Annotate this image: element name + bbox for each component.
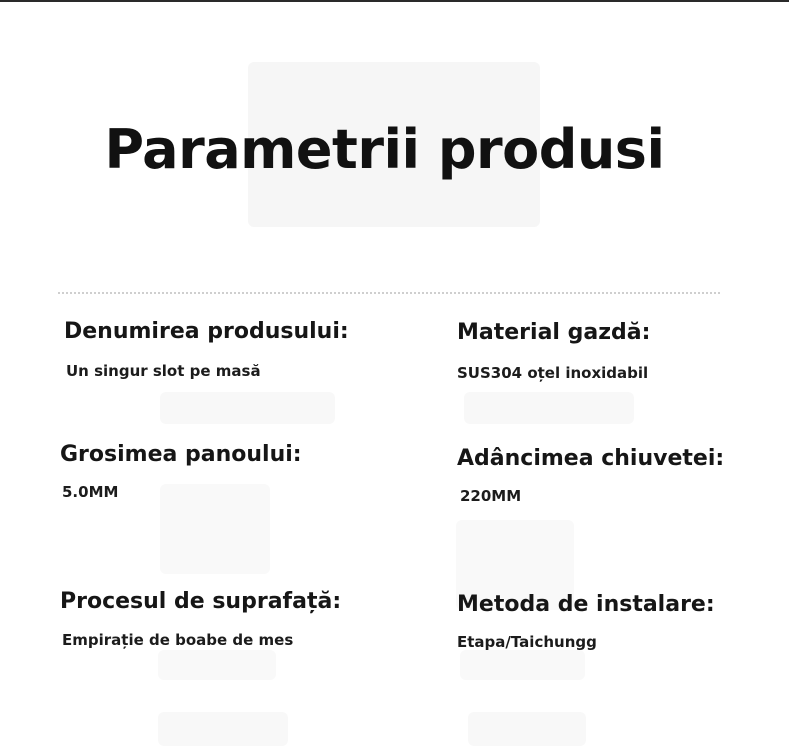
background-ghost-shape bbox=[160, 392, 335, 424]
surface-process-label: Procesul de suprafață: bbox=[60, 589, 342, 614]
host-material-value: SUS304 oțel inoxidabil bbox=[457, 364, 649, 382]
sink-depth-label: Adâncimea chiuvetei: bbox=[457, 446, 725, 471]
surface-process-value: Empirație de boabe de mes bbox=[62, 631, 294, 649]
sink-depth-value: 220MM bbox=[460, 487, 522, 505]
product-name-value: Un singur slot pe masă bbox=[66, 362, 261, 380]
product-name-label: Denumirea produsului: bbox=[64, 319, 349, 344]
top-border-line bbox=[0, 0, 789, 2]
installation-method-label: Metoda de instalare: bbox=[457, 592, 715, 617]
dotted-divider bbox=[58, 292, 720, 294]
panel-thickness-label: Grosimea panoului: bbox=[60, 442, 302, 467]
background-ghost-shape bbox=[468, 712, 586, 746]
background-ghost-shape bbox=[158, 712, 288, 746]
background-ghost-shape bbox=[460, 650, 585, 680]
background-ghost-shape bbox=[464, 392, 634, 424]
page-title: Parametrii produsi bbox=[104, 118, 665, 181]
installation-method-value: Etapa/Taichungg bbox=[457, 633, 597, 651]
background-ghost-shape bbox=[158, 650, 276, 680]
background-ghost-shape bbox=[160, 484, 270, 574]
panel-thickness-value: 5.0MM bbox=[62, 483, 119, 501]
host-material-label: Material gazdă: bbox=[457, 320, 651, 345]
